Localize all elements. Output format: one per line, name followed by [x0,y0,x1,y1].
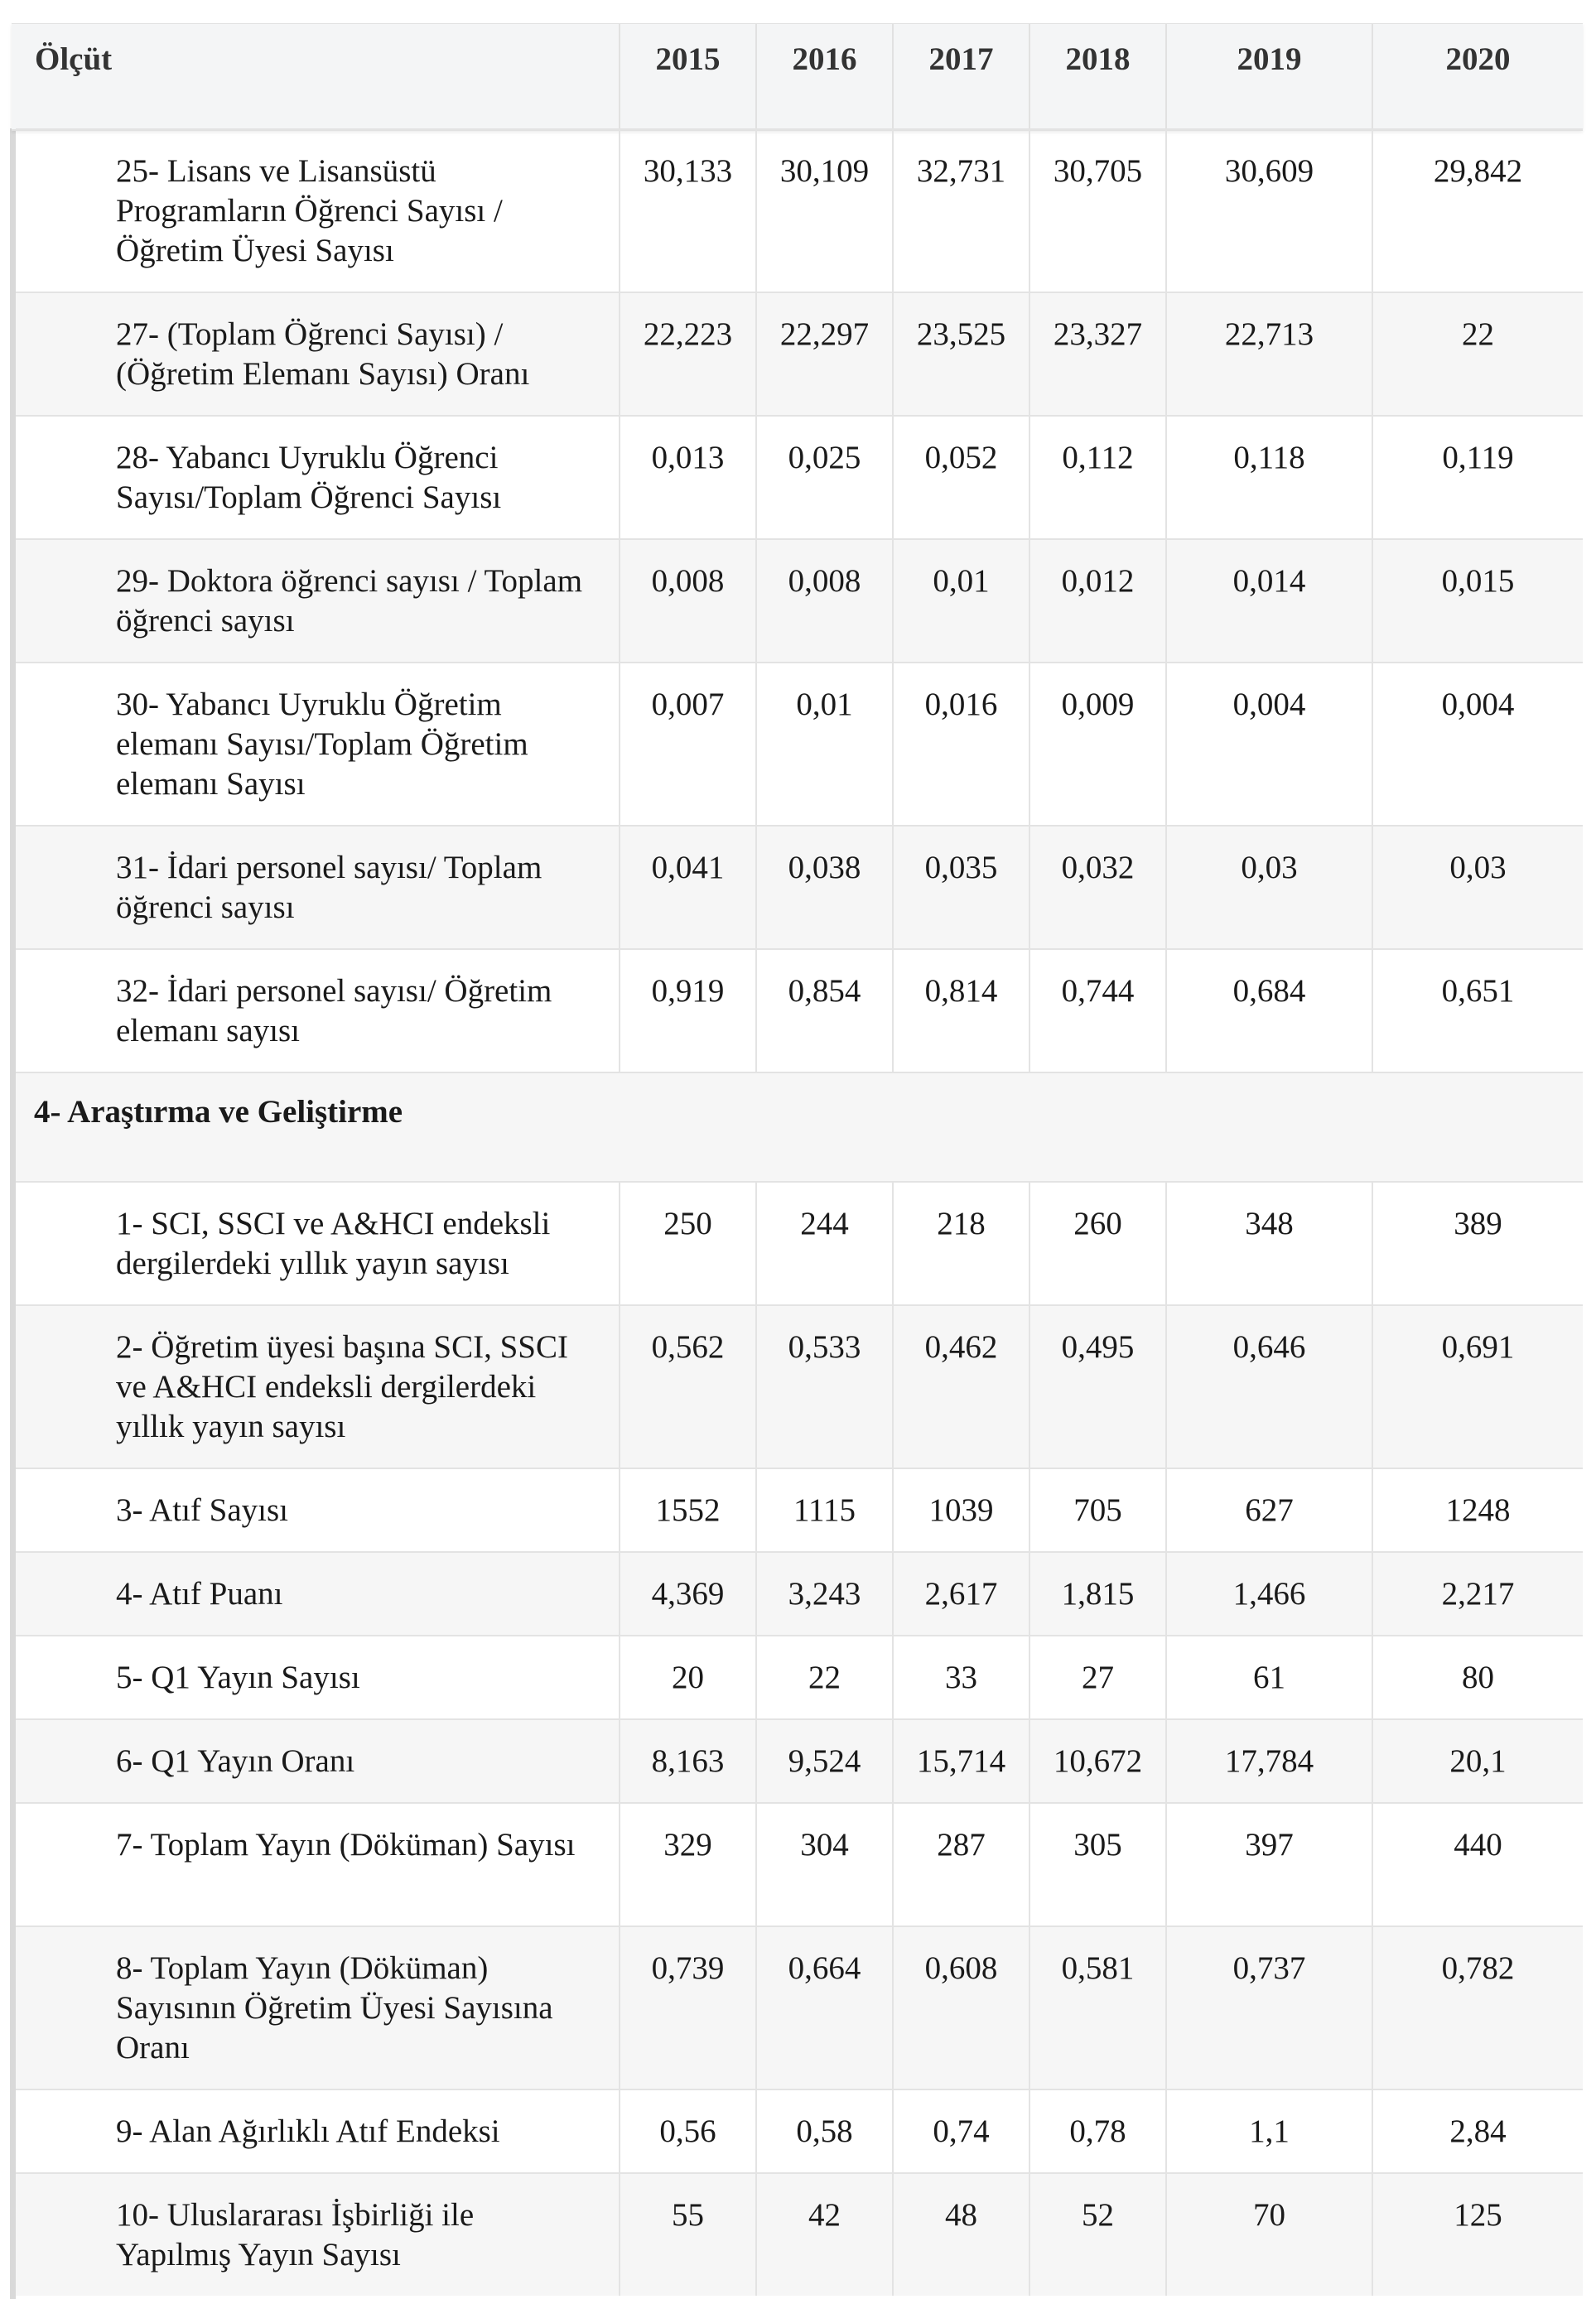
value-cell [1372,1720,1583,1802]
value-cell [755,827,892,948]
value-text: 627 [1245,1492,1294,1528]
header-year-cell [1372,24,1583,129]
value-cell [1372,2090,1583,2172]
value-text: 23,327 [1053,316,1143,352]
value-text: 440 [1454,1827,1502,1863]
value-text: 0,462 [924,1329,998,1365]
value-cell [619,2174,755,2296]
value-text: 0,03 [1449,850,1507,885]
value-text: 348 [1245,1206,1294,1241]
value-text: 0,782 [1441,1950,1515,1986]
value-cell [1029,2090,1165,2172]
header-year-2015: 2015 [655,41,721,77]
value-cell [1029,1720,1165,1802]
value-cell [1029,1306,1165,1468]
value-text: 20,1 [1449,1743,1507,1779]
value-cell [755,130,892,292]
value-cell [1165,1636,1372,1718]
value-cell [619,1183,755,1304]
value-cell [1029,827,1165,948]
value-cell [1029,950,1165,1072]
criterion-label: 9- Alan Ağırlıklı Atıf Endeksi [116,2113,500,2149]
value-cell [755,663,892,825]
value-cell [1372,1183,1583,1304]
criterion-cell [16,1469,619,1551]
value-text: 1248 [1445,1492,1511,1528]
value-cell [619,2090,755,2172]
header-year-cell [1165,24,1372,129]
value-text: 8,163 [651,1743,725,1779]
value-cell [1029,1553,1165,1635]
table-row [16,1551,1583,1635]
value-cell [1165,293,1372,415]
criterion-label: 30- Yabancı Uyruklu Öğretim elemanı Sayısı/Toplam Öğretim elemanı Sayısı [116,687,528,802]
value-cell [619,1306,755,1468]
value-cell [755,2090,892,2172]
value-cell [755,1469,892,1551]
table-row [16,2172,1583,2296]
criterion-label: 2- Öğretim üyesi başına SCI, SSCI ve A&HCI endeksli dergilerdeki yıllık yayın sayısı [116,1329,568,1444]
value-text: 329 [663,1827,712,1863]
value-cell [892,1720,1029,1802]
value-text: 0,038 [788,850,861,885]
value-cell [619,1927,755,2089]
value-text: 0,004 [1441,687,1515,722]
value-text: 0,03 [1241,850,1298,885]
value-cell [1372,293,1583,415]
value-text: 0,025 [788,440,861,475]
header-year-cell [892,24,1029,129]
value-text: 0,664 [788,1950,861,1986]
value-text: 4,369 [651,1576,725,1612]
criterion-label: 10- Uluslararası İşbirliği ile Yapılmış Yayın Sayısı [116,2197,475,2272]
value-text: 389 [1454,1206,1502,1241]
value-cell [1029,1183,1165,1304]
table-row [16,415,1583,538]
criterion-label: 4- Atıf Puanı [116,1576,283,1612]
header-year-2017: 2017 [928,41,994,77]
header-year-2020: 2020 [1445,41,1511,77]
value-cell [1165,130,1372,292]
value-text: 0,112 [1062,440,1134,475]
value-text: 22,713 [1224,316,1314,352]
value-cell [1165,417,1372,538]
criterion-label: 25- Lisans ve Lisansüstü Programların Öğrenci Sayısı / Öğretim Üyesi Sayısı [116,153,503,268]
table-row [16,1304,1583,1468]
value-text: 3,243 [788,1576,861,1612]
table-row [16,662,1583,825]
value-cell [619,540,755,662]
value-cell [1372,663,1583,825]
value-text: 0,78 [1069,2113,1126,2149]
criterion-label: 32- İdari personel sayısı/ Öğretim elemanı sayısı [116,973,552,1048]
value-cell [755,540,892,662]
value-cell [892,293,1029,415]
value-cell [892,663,1029,825]
value-text: 0,739 [651,1950,725,1986]
value-text: 250 [663,1206,712,1241]
value-text: 0,004 [1232,687,1306,722]
value-cell [1165,663,1372,825]
value-text: 0,015 [1441,563,1515,599]
value-cell [1372,1636,1583,1718]
value-text: 30,133 [643,153,733,189]
value-cell [1029,130,1165,292]
criterion-cell [16,130,619,292]
value-text: 61 [1253,1660,1285,1695]
value-text: 287 [937,1827,986,1863]
value-cell [755,1720,892,1802]
value-cell [619,130,755,292]
value-cell [1029,663,1165,825]
value-text: 0,119 [1442,440,1514,475]
criterion-cell [16,1636,619,1718]
value-cell [1029,293,1165,415]
value-cell [1165,1469,1372,1551]
value-text: 0,58 [796,2113,853,2149]
value-cell [755,1553,892,1635]
value-text: 10,672 [1053,1743,1143,1779]
value-text: 42 [808,2197,841,2233]
criterion-cell [16,663,619,825]
value-text: 0,041 [651,850,725,885]
value-text: 0,814 [924,973,998,1009]
value-text: 0,56 [659,2113,716,2149]
value-text: 0,581 [1061,1950,1135,1986]
value-cell [755,1804,892,1925]
value-text: 218 [937,1206,986,1241]
value-cell [1165,1306,1372,1468]
criterion-cell [16,1553,619,1635]
value-text: 397 [1245,1827,1294,1863]
value-cell [892,1927,1029,2089]
value-text: 30,109 [779,153,870,189]
value-cell [1029,540,1165,662]
value-cell [1165,1927,1372,2089]
criterion-cell [16,540,619,662]
value-text: 0,01 [796,687,853,722]
value-text: 2,217 [1441,1576,1515,1612]
value-text: 0,008 [788,563,861,599]
value-cell [755,1306,892,1468]
value-text: 17,784 [1224,1743,1314,1779]
value-cell [619,417,755,538]
value-text: 0,737 [1232,1950,1306,1986]
header-year-2018: 2018 [1065,41,1131,77]
value-text: 55 [672,2197,704,2233]
value-text: 15,714 [916,1743,1006,1779]
value-cell [1165,827,1372,948]
value-text: 80 [1462,1660,1494,1695]
value-cell [1165,1553,1372,1635]
criterion-label: 5- Q1 Yayın Sayısı [116,1660,360,1695]
value-cell [892,1469,1029,1551]
value-text: 304 [800,1827,849,1863]
table-row [16,825,1583,948]
value-cell [1029,1636,1165,1718]
value-cell [619,1720,755,1802]
value-text: 23,525 [916,316,1006,352]
value-text: 0,562 [651,1329,725,1365]
section-title: 4- Araştırma ve Geliştirme [34,1094,403,1130]
value-cell [1029,417,1165,538]
value-text: 260 [1073,1206,1122,1241]
criterion-label: 28- Yabancı Uyruklu Öğrenci Sayısı/Toplam Öğrenci Sayısı [116,440,502,515]
value-cell [619,293,755,415]
table-row [16,1181,1583,1304]
value-text: 0,74 [933,2113,990,2149]
value-cell [755,1636,892,1718]
criterion-cell [16,1306,619,1468]
value-text: 9,524 [788,1743,861,1779]
table-row [16,1468,1583,1551]
table-row [16,1718,1583,1802]
value-text: 1,815 [1061,1576,1135,1612]
value-text: 48 [945,2197,977,2233]
criterion-label: 8- Toplam Yayın (Döküman) Sayısının Öğretim Üyesi Sayısına Oranı [116,1950,553,2065]
criterion-label: 27- (Toplam Öğrenci Sayısı) / (Öğretim Elemanı Sayısı) Oranı [116,316,530,392]
value-cell [1165,2174,1372,2296]
table-row [16,538,1583,662]
value-cell [1372,2174,1583,2296]
criterion-cell [16,1804,619,1925]
section-header-row [16,1072,1583,1181]
value-cell [892,417,1029,538]
table-row [16,128,1583,292]
criterion-label: 7- Toplam Yayın (Döküman) Sayısı [116,1827,576,1863]
value-cell [892,130,1029,292]
table-row [16,1925,1583,2089]
criterion-label: 1- SCI, SSCI ve A&HCI endeksli dergilerdeki yıllık yayın sayısı [116,1206,551,1281]
value-text: 32,731 [916,153,1006,189]
criterion-cell [16,293,619,415]
value-text: 305 [1073,1827,1122,1863]
value-cell [892,1636,1029,1718]
value-cell [1372,1804,1583,1925]
value-cell [1029,2174,1165,2296]
value-cell [1372,1469,1583,1551]
value-text: 0,919 [651,973,725,1009]
value-text: 2,84 [1449,2113,1507,2149]
value-cell [892,540,1029,662]
value-cell [892,2174,1029,2296]
value-text: 0,052 [924,440,998,475]
value-cell [1372,1306,1583,1468]
value-text: 0,014 [1232,563,1306,599]
value-text: 705 [1073,1492,1122,1528]
table-row [16,948,1583,1072]
value-text: 22,223 [643,316,733,352]
table-row [16,2089,1583,2172]
criterion-label: 6- Q1 Yayın Oranı [116,1743,355,1779]
value-text: 0,009 [1061,687,1135,722]
value-text: 27 [1082,1660,1114,1695]
criterion-cell [16,1720,619,1802]
value-text: 0,035 [924,850,998,885]
value-text: 244 [800,1206,849,1241]
value-text: 1,466 [1232,1576,1306,1612]
value-text: 0,007 [651,687,725,722]
value-cell [1029,1804,1165,1925]
value-cell [755,2174,892,2296]
value-cell [1165,540,1372,662]
value-cell [1165,1183,1372,1304]
table-row [16,1635,1583,1718]
value-cell [755,293,892,415]
value-text: 0,744 [1061,973,1135,1009]
value-text: 0,016 [924,687,998,722]
header-year-2019: 2019 [1237,41,1302,77]
table-row [16,1802,1583,1925]
value-text: 30,609 [1224,153,1314,189]
criterion-label: 3- Atıf Sayısı [116,1492,289,1528]
value-text: 0,008 [651,563,725,599]
value-text: 22,297 [779,316,870,352]
table-left-border [10,128,16,2299]
criterion-cell [16,827,619,948]
value-text: 2,617 [924,1576,998,1612]
header-year-cell [755,24,892,129]
value-text: 0,691 [1441,1329,1515,1365]
value-cell [892,1553,1029,1635]
value-cell [1165,1720,1372,1802]
value-text: 20 [672,1660,704,1695]
value-cell [1372,130,1583,292]
value-cell [1165,950,1372,1072]
value-cell [755,417,892,538]
value-cell [892,1183,1029,1304]
criterion-cell [16,417,619,538]
value-text: 30,705 [1053,153,1143,189]
value-text: 0,012 [1061,563,1135,599]
value-cell [1029,1469,1165,1551]
value-cell [619,827,755,948]
value-text: 0,533 [788,1329,861,1365]
value-cell [619,1469,755,1551]
value-cell [1165,1804,1372,1925]
value-cell [1372,1553,1583,1635]
value-cell [755,1183,892,1304]
value-cell [755,1927,892,2089]
header-year-cell [619,24,755,129]
value-text: 33 [945,1660,977,1695]
value-text: 1115 [793,1492,856,1528]
value-text: 0,032 [1061,850,1135,885]
value-text: 1039 [928,1492,994,1528]
value-text: 1,1 [1249,2113,1290,2149]
value-cell [619,663,755,825]
criterion-label: 31- İdari personel sayısı/ Toplam öğrenci sayısı [116,850,542,925]
value-text: 125 [1454,2197,1502,2233]
header-year-cell [1029,24,1165,129]
value-cell [1029,1927,1165,2089]
header-year-2016: 2016 [792,41,857,77]
table-header-row [12,23,1583,131]
value-cell [1372,827,1583,948]
value-cell [619,1804,755,1925]
value-text: 0,495 [1061,1329,1135,1365]
criterion-cell [16,1183,619,1304]
value-cell [1372,540,1583,662]
value-cell [1165,2090,1372,2172]
value-text: 0,013 [651,440,725,475]
table-row [16,292,1583,415]
value-cell [619,1553,755,1635]
value-text: 70 [1253,2197,1285,2233]
value-cell [755,950,892,1072]
value-text: 0,646 [1232,1329,1306,1365]
value-cell [892,950,1029,1072]
value-text: 1552 [655,1492,721,1528]
value-text: 29,842 [1433,153,1523,189]
value-text: 0,01 [933,563,990,599]
value-cell [1372,1927,1583,2089]
value-cell [619,1636,755,1718]
value-text: 0,608 [924,1950,998,1986]
criterion-label: 29- Doktora öğrenci sayısı / Toplam öğrenci sayısı [116,563,583,639]
value-cell [892,2090,1029,2172]
value-text: 52 [1082,2197,1114,2233]
header-criterion-cell [12,24,619,129]
value-text: 0,118 [1233,440,1305,475]
value-text: 22 [1462,316,1494,352]
value-text: 0,684 [1232,973,1306,1009]
value-cell [1372,950,1583,1072]
value-cell [1372,417,1583,538]
value-text: 0,854 [788,973,861,1009]
value-text: 0,651 [1441,973,1515,1009]
value-cell [619,950,755,1072]
value-cell [892,1306,1029,1468]
value-text: 22 [808,1660,841,1695]
criterion-cell [16,1927,619,2089]
value-cell [892,827,1029,948]
criterion-cell [16,2090,619,2172]
criterion-cell [16,2174,619,2296]
criterion-cell [16,950,619,1072]
value-cell [892,1804,1029,1925]
header-criterion-label: Ölçüt [35,41,113,77]
